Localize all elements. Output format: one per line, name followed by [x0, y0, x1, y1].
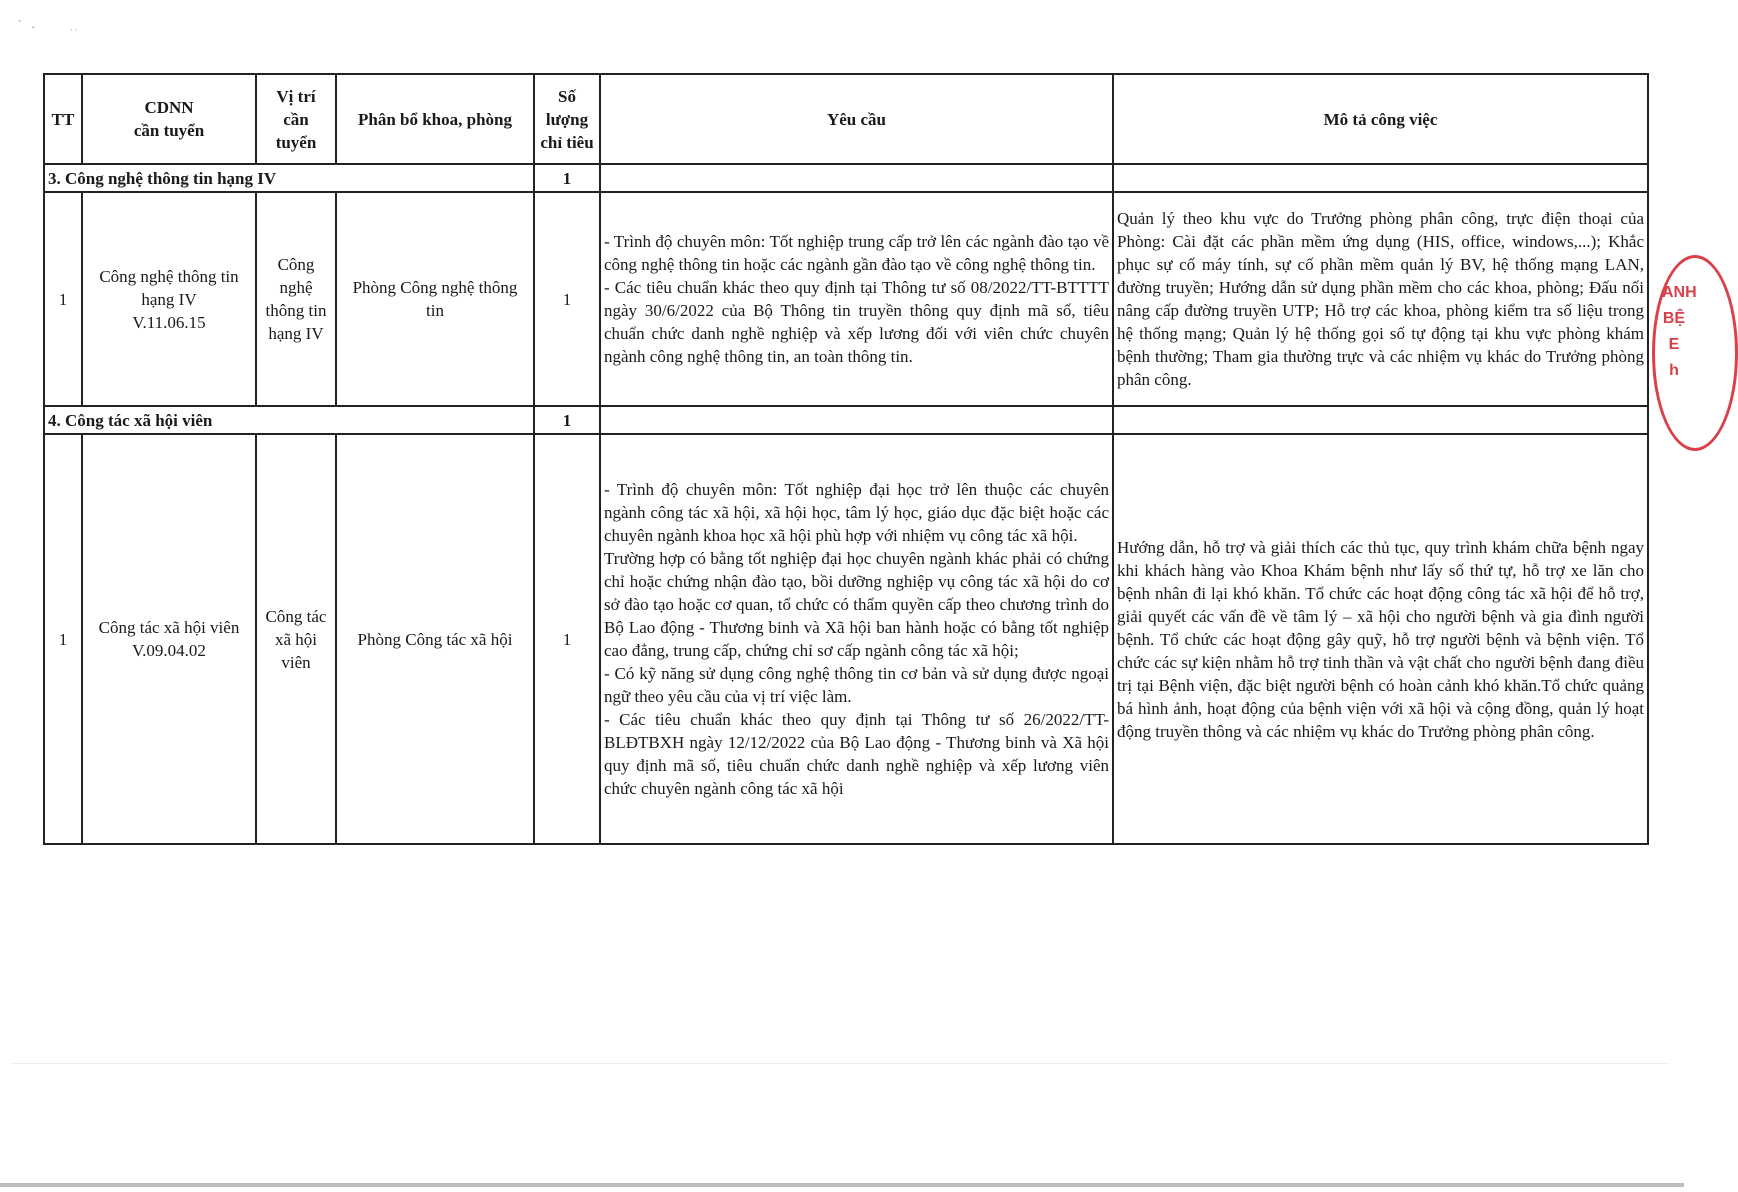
scan-artifact: · · [70, 26, 78, 35]
header-soluong: Số lượng chỉ tiêu [534, 74, 600, 164]
header-cdnn: CDNN cần tuyển [82, 74, 256, 164]
cell-soluong: 1 [534, 192, 600, 406]
scan-artifact: ` . [18, 20, 39, 31]
section-title: 3. Công nghệ thông tin hạng IV [44, 164, 534, 192]
cell-phanbo: Phòng Công nghệ thông tin [336, 192, 534, 406]
cell-soluong: 1 [534, 434, 600, 844]
cell-phanbo: Phòng Công tác xã hội [336, 434, 534, 844]
scan-bottom-line [0, 1183, 1684, 1187]
cell-cdnn: Công nghệ thông tin hạng IV V.11.06.15 [82, 192, 256, 406]
cell-tt: 1 [44, 434, 82, 844]
header-mota: Mô tả công việc [1113, 74, 1648, 164]
cell-mota: Quản lý theo khu vực do Trưởng phòng phân công, trực điện thoại của Phòng: Cài đặt các phần mềm ứng dụng (HIS, office, windows,...); Khắc phục sự cố máy tính, sự cố phần mềm quản lý BV, hệ thống mạng LAN, đường truyền; Hướng dẫn sử dụng phần mềm cho các khoa, phòng; Đấu nối nâng cấp đường truyền UTP; Hỗ trợ các khoa, phòng kiểm tra số liệu trong hệ thống mạng; Quản lý hệ thống gọi số tự động tại khu vực phòng khám bệnh thường; Tham gia thường trực và các nhiệm vụ khác do Trưởng phòng phân công. [1113, 192, 1648, 406]
table-row [44, 434, 1648, 844]
cell-cdnn: Công tác xã hội viên V.09.04.02 [82, 434, 256, 844]
cell-mota: Hướng dẫn, hỗ trợ và giải thích các thủ tục, quy trình khám chữa bệnh ngay khi khách hàng vào Khoa Khám bệnh như lấy số thứ tự, hỗ trợ xe lăn cho bệnh nhân đi lại khó khăn. Tổ chức các hoạt động công tác xã hội để hỗ trợ, giải quyết các vấn đề về tâm lý – xã hội cho người bệnh và gia đình người bệnh. Tổ chức các hoạt động gây quỹ, hỗ trợ người bệnh và bệnh viện. Tổ chức các sự kiện nhằm hỗ trợ tinh thần và vật chất cho người bệnh đang điều trị tại Bệnh viện, đặc biệt người bệnh có hoàn cảnh khó khăn.Tổ chức quảng bá hình ảnh, hoạt động của bệnh viện với xã hội và cộng đồng, quản lý hoạt động truyền thông và các nhiệm vụ khác do Trưởng phòng phân công. [1113, 434, 1648, 844]
section-row [44, 164, 1648, 192]
table-header-row [44, 74, 1648, 164]
scan-edge [10, 1063, 1670, 1064]
cell-vitri: Công tác xã hội viên [256, 434, 336, 844]
header-phanbo: Phân bổ khoa, phòng [336, 74, 534, 164]
stamp-text: ANH BỆ E h [1662, 284, 1697, 379]
cell-yeucau: - Trình độ chuyên môn: Tốt nghiệp trung cấp trở lên các ngành đào tạo về công nghệ thông tin hoặc các ngành gần đào tạo về công nghệ thông tin. - Các tiêu chuẩn khác theo quy định tại Thông tư số 08/2022/TT-BTTTT ngày 30/6/2022 của Bộ Thông tin truyền thông quy định mã số, tiêu chuẩn chức danh nghề nghiệp và xếp lương đối với viên chức chuyên ngành công nghệ thông tin, an toàn thông tin. [600, 192, 1113, 406]
header-vitri: Vị trí cần tuyển [256, 74, 336, 164]
section-row [44, 406, 1648, 434]
cell-vitri: Công nghệ thông tin hạng IV [256, 192, 336, 406]
cell-yeucau: - Trình độ chuyên môn: Tốt nghiệp đại học trở lên thuộc các chuyên ngành công tác xã hội, xã hội học, tâm lý học, giáo dục đặc biệt hoặc các chuyên ngành khoa học xã hội phù hợp với nhiệm vụ công tác xã hội. Trường hợp có bằng tốt nghiệp đại học chuyên ngành khác phải có chứng chỉ hoặc chứng nhận đào tạo, bồi dưỡng nghiệp vụ công tác xã hội do cơ sở đào tạo hoặc cơ quan, tổ chức có thẩm quyền cấp theo chương trình do Bộ Lao động - Thương binh và Xã hội ban hành hoặc có bằng tốt nghiệp cao đẳng, trung cấp, chứng chỉ sơ cấp ngành công tác xã hội; - Có kỹ năng sử dụng công nghệ thông tin cơ bản và sử dụng được ngoại ngữ theo yêu cầu của vị trí việc làm. - Các tiêu chuẩn khác theo quy định tại Thông tư số 26/2022/TT-BLĐTBXH ngày 12/12/2022 của Bộ Lao động - Thương binh và Xã hội quy định mã số, tiêu chuẩn chức danh nghề nghiệp và xếp lương viên chức chuyên ngành công tác xã hội [600, 434, 1113, 844]
section-count: 1 [534, 406, 600, 434]
header-yeucau: Yêu cầu [600, 74, 1113, 164]
recruitment-table [43, 73, 1649, 845]
cell-tt: 1 [44, 192, 82, 406]
header-tt: TT [44, 74, 82, 164]
section-title: 4. Công tác xã hội viên [44, 406, 534, 434]
table-row [44, 192, 1648, 406]
section-count: 1 [534, 164, 600, 192]
